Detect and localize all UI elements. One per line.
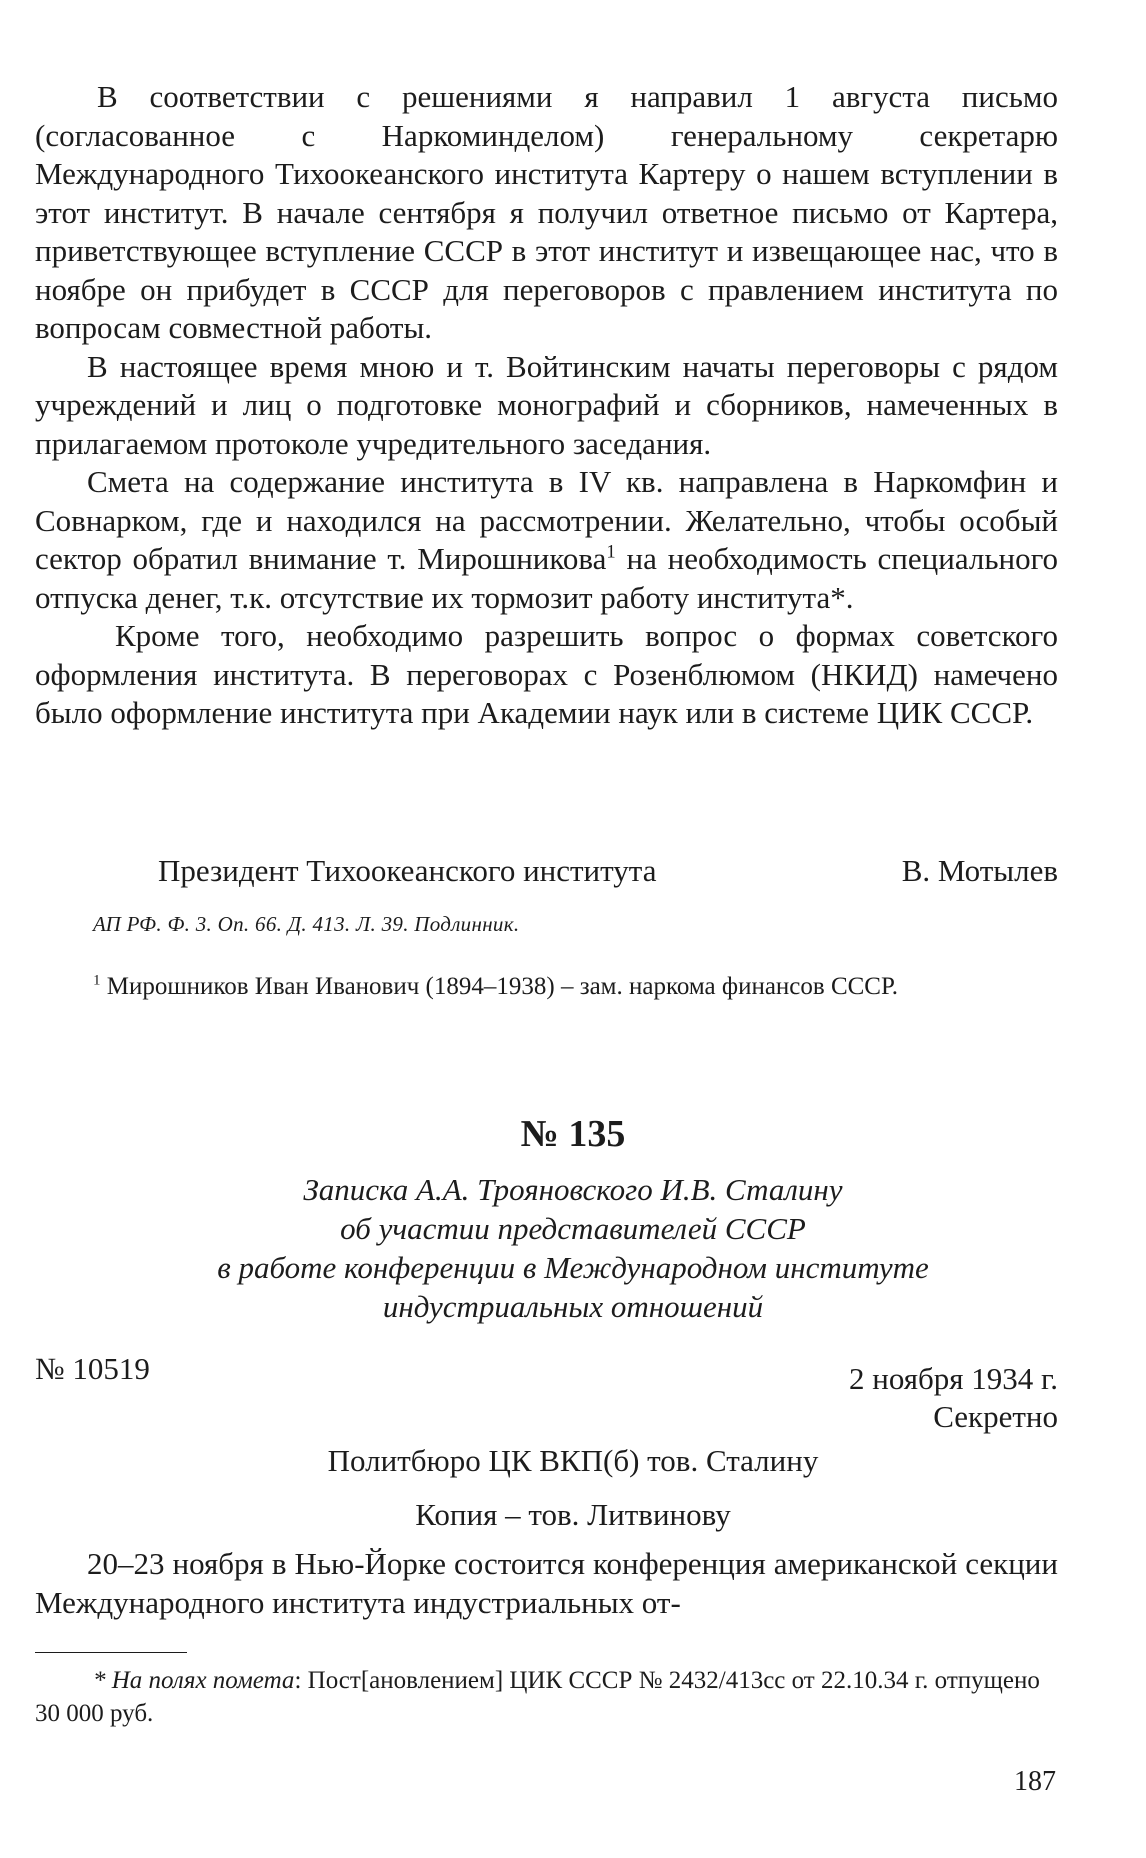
page-number: 187: [1014, 1766, 1056, 1797]
footnote-2: [35, 1664, 1058, 1730]
document-number: № 135: [520, 1113, 626, 1155]
body-paragraph-1: 20–23 ноября в Нью-Йорке состоится конференция американской секции Международного института индустриальных от-: [35, 1546, 1058, 1620]
paragraph-2: В настоящее время мною и т. Войтинским начаты переговоры с рядом учреждений и лиц о подготовке монографий и сборников, намеченных в прилагаемом протоколе учредительного заседания.: [35, 348, 1058, 461]
main-text: [35, 78, 1058, 733]
footnote-1-text: Мирошников Иван Иванович (1894–1938) – зам. наркома финансов СССР.: [106, 973, 899, 1000]
footnote-2-label: * На полях помета: [93, 1667, 295, 1694]
paragraph-4: Кроме того, необходимо разрешить вопрос о формах советского оформления института. В переговорах с Розенблюмом (НКИД) намечено было оформление института при Академии наук или в системе ЦИК СССР.: [35, 618, 1058, 730]
classification-mark: Секретно: [933, 1399, 1058, 1434]
footnote-divider: [35, 1652, 187, 1653]
title-line-2: об участии представителей СССР: [340, 1211, 806, 1246]
registration-row: [35, 1350, 1058, 1434]
document-title: [60, 1170, 1086, 1326]
title-line-1: Записка А.А. Трояновского И.В. Сталину: [303, 1172, 843, 1207]
addressee: Политбюро ЦК ВКП(б) тов. Сталину: [327, 1443, 819, 1478]
paragraph-3-continued: на необходимость специального отпуска денег, т.к. отсутствие их тормозит работу института*.: [35, 541, 1059, 615]
document-date: 2 ноября 1934 г.: [848, 1361, 1058, 1396]
footnote-2-text: : Пост[ановлением] ЦИК СССР № 2432/413сс от 22.10.34 г. отпущено 30 000 руб.: [35, 1667, 1040, 1727]
registration-number: № 10519: [35, 1351, 150, 1386]
footnote-ref-1: 1: [606, 541, 616, 563]
document-body: [35, 1545, 1058, 1622]
title-line-4: индустриальных отношений: [382, 1289, 764, 1324]
copy-to: Копия – тов. Литвинову: [415, 1497, 731, 1532]
source-citation: АП РФ. Ф. 3. Оп. 66. Д. 413. Л. 39. Подлинник.: [93, 912, 520, 936]
footnote-1-mark: 1: [93, 972, 101, 989]
signature-name: В. Мотылев: [901, 853, 1058, 888]
signature-role: Президент Тихоокеанского института: [158, 853, 657, 888]
paragraph-3: [35, 463, 1058, 617]
signature-line: [35, 852, 1058, 890]
footnote-1: [35, 970, 1058, 1003]
paragraph-1: В соответствии с решениями я направил 1 августа письмо (согласованное с Наркоминделом) генеральному секретарю Международного Тихоокеанского института Картеру о нашем вступлении в этот институт. В начале сентября я получил ответное письмо от Картера, приветствующее вступление СССР в этот институт и извещающее нас, что в ноябре он прибудет в СССР для переговоров с правлением института по вопросам совместной работы.: [35, 79, 1058, 345]
paragraph-3-text: Смета на содержание института в IV кв. направлена в Наркомфин и Совнарком, где и находился на рассмотрении. Желательно, чтобы особый сектор обратил внимание т. Мирошникова: [35, 464, 1058, 576]
title-line-3: в работе конференции в Международном институте: [217, 1250, 929, 1285]
